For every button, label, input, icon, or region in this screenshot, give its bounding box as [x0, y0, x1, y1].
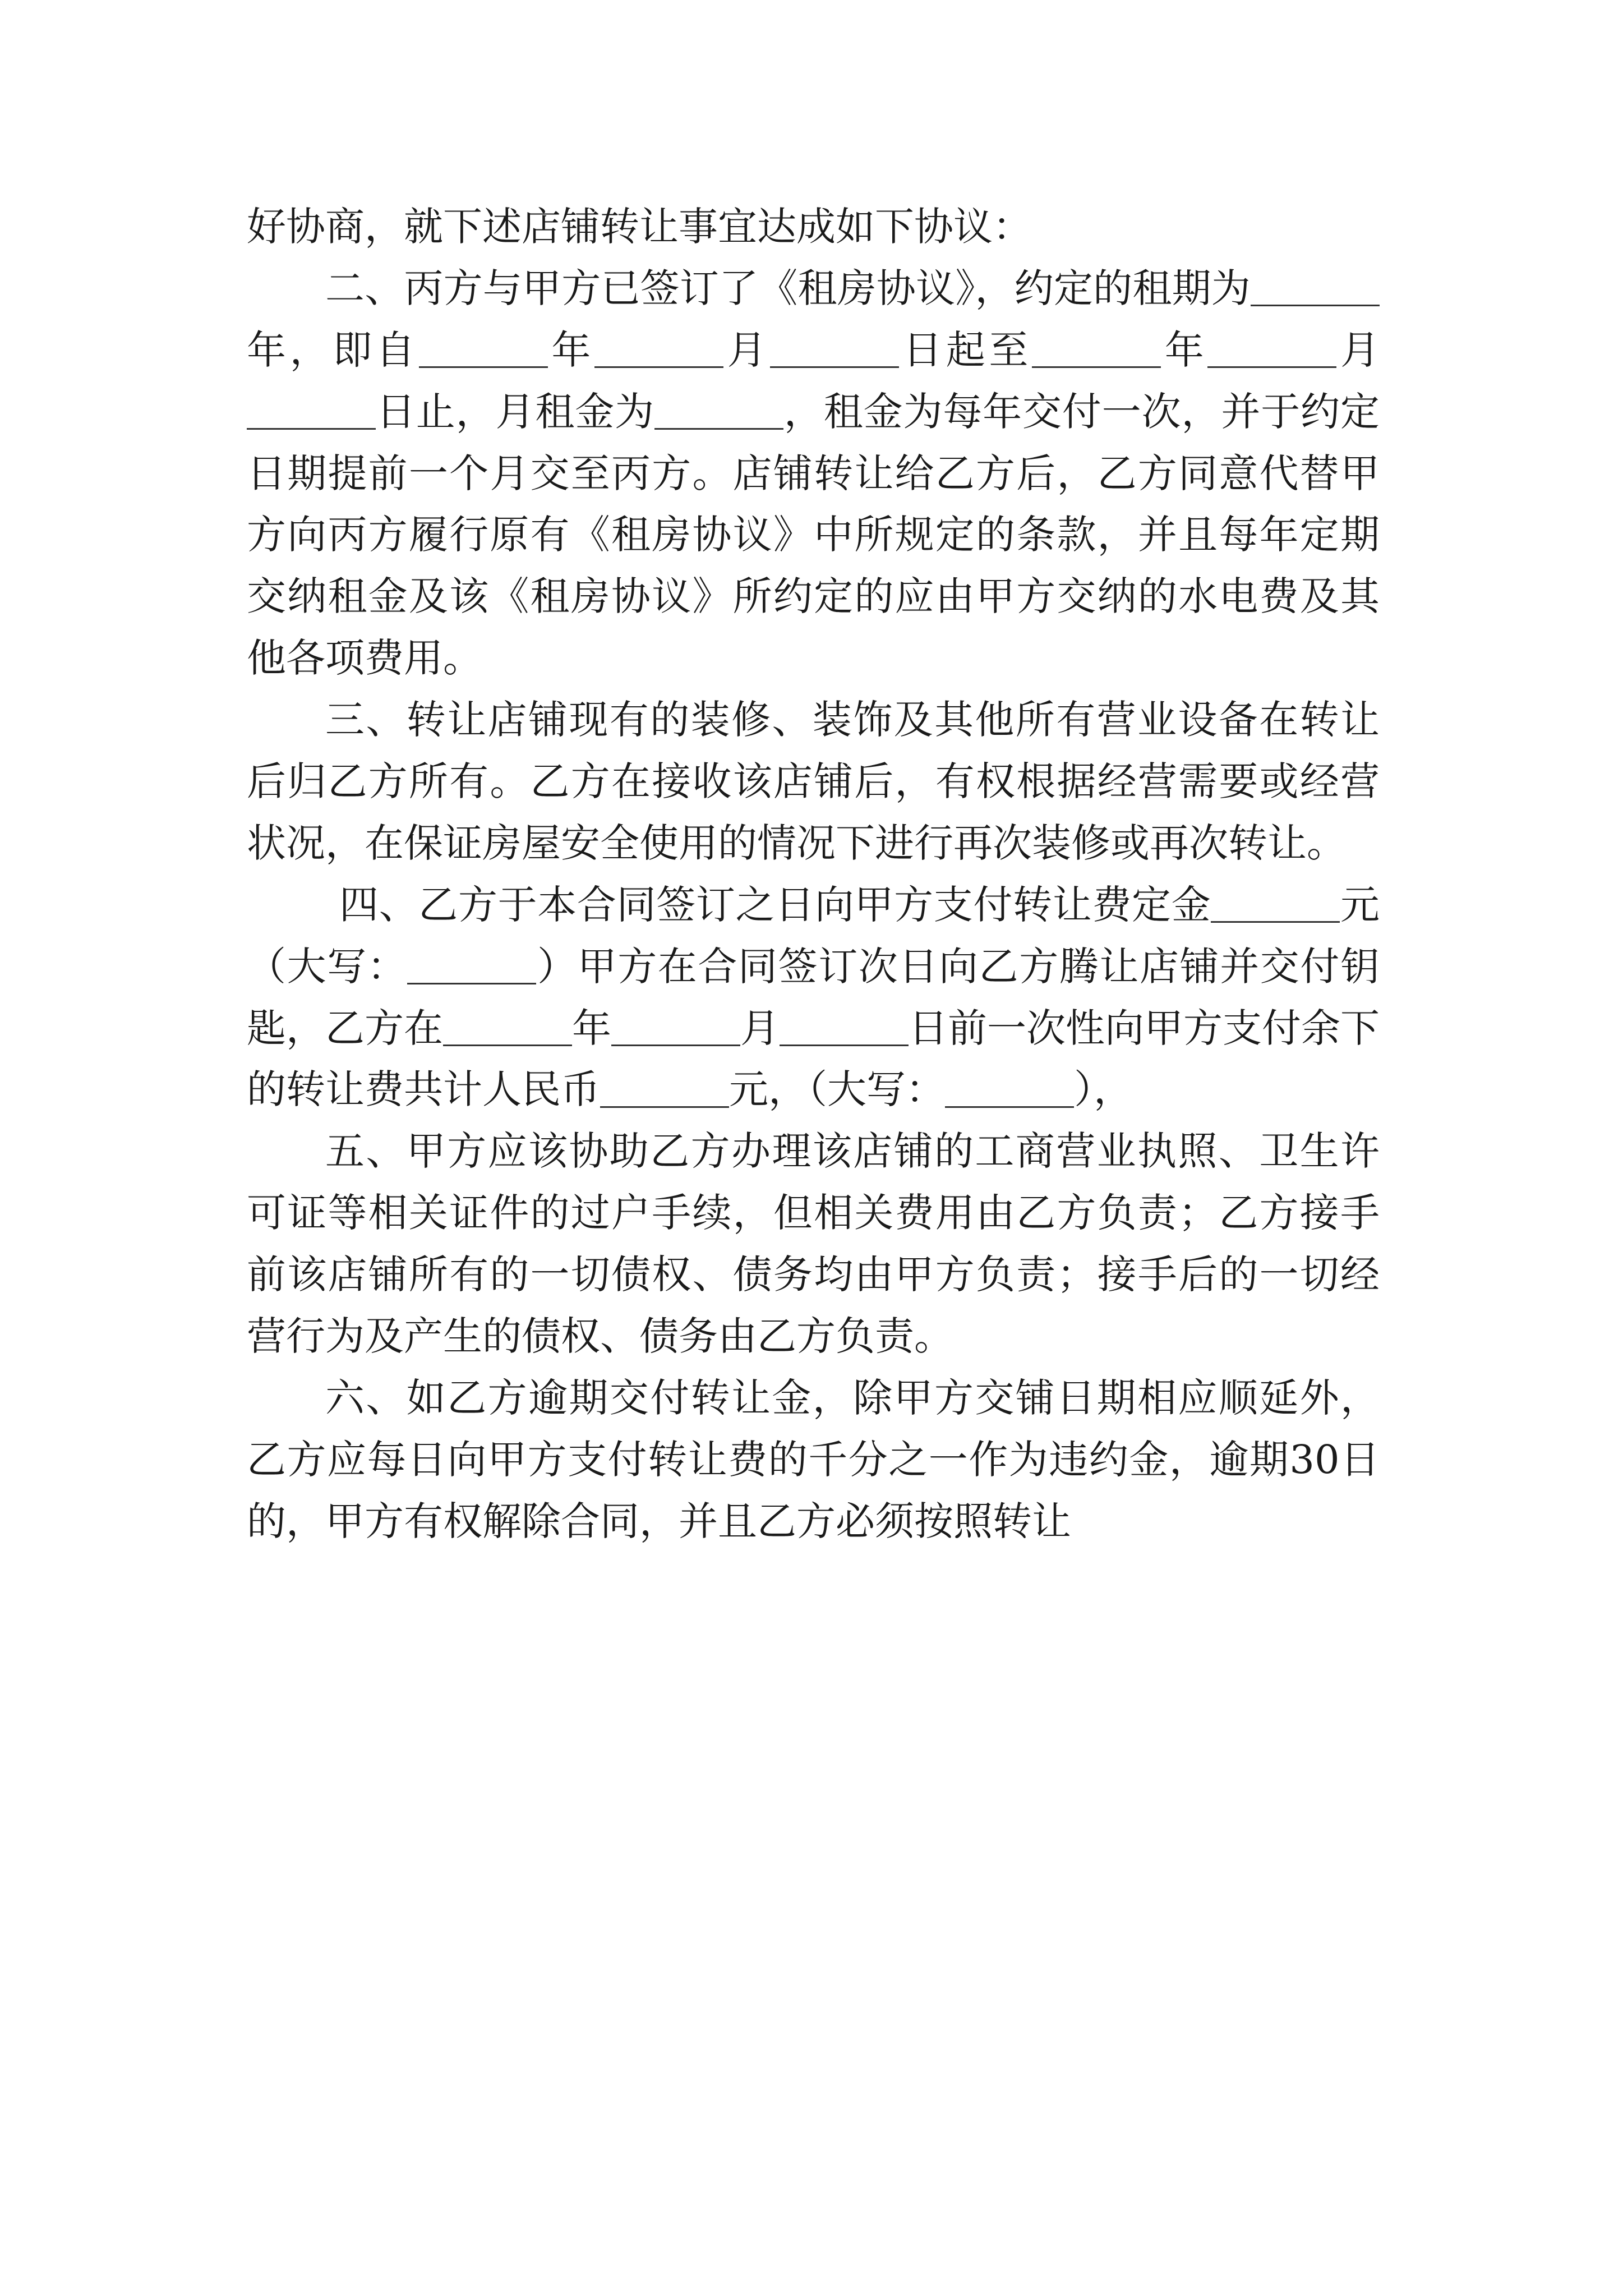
clause-4-text: 元（大写： [247, 881, 1380, 990]
clause-2-text: 年，即自 [247, 326, 419, 373]
blank-field [1207, 329, 1336, 369]
blank-field [594, 329, 723, 369]
clause-5-text: 五、甲方应该协助乙方办理该店铺的工商营业执照、卫生许可证等相关证件的过户手续，但相关费用由乙方负责；乙方接手前该店铺所有的一切债权、债务均由甲方负责；接手后的一切经营行为及产生的债权、债务由乙方负责。 [247, 1128, 1380, 1360]
blank-field [1251, 268, 1380, 307]
clause-2-text: 二、丙方与甲方已签订了《租房协议》，约定的租期为 [325, 265, 1251, 311]
clause-3-text: 三、转让店铺现有的装修、装饰及其他所有营业设备在转让后归乙方所有。乙方在接收该店铺后，有权根据经营需要或经营状况，在保证房屋安全使用的情况下进行再次装修或再次转让。 [247, 697, 1380, 866]
blank-field [780, 1007, 909, 1046]
clause-2-text: 月 [1336, 326, 1380, 373]
clause-4-text: 元，（大写： [729, 1066, 945, 1113]
clause-4-text: 年 [572, 1005, 611, 1051]
paragraph-clause-4 [247, 875, 1380, 1121]
blank-field [945, 1069, 1074, 1108]
blank-field [247, 391, 376, 430]
blank-field [770, 329, 899, 369]
paragraph-intro-text: 好协商，就下述店铺转让事宜达成如下协议： [247, 204, 1032, 250]
clause-4-text: 日前一次性向甲方支付余下的转让费共计人民币 [247, 1005, 1380, 1113]
paragraph-clause-3 [247, 689, 1380, 875]
paragraph-clause-2 [247, 258, 1380, 689]
clause-2-text: ，租金为每年交付一次，并于约定日期提前一个月交至丙方。店铺转让给乙方后，乙方同意代替甲方向丙方履行原有《租房协议》中所规定的条款，并且每年定期交纳租金及该《租房协议》所约定的应由甲方交纳的水电费及其他各项费用。 [247, 388, 1380, 682]
clause-6-text: 六、如乙方逾期交付转让金，除甲方交铺日期相应顺延外，乙方应每日向甲方支付转让费的千分之一作为违约金，逾期30日的，甲方有权解除合同，并且乙方必须按照转让 [247, 1374, 1380, 1544]
clause-4-text: 四、乙方于本合同签订之日向甲方支付转让费定金 [339, 881, 1211, 928]
paragraph-clause-6 [247, 1368, 1380, 1553]
blank-field [600, 1069, 729, 1108]
clause-2-text: 年 [547, 326, 595, 373]
blank-field [407, 946, 536, 985]
paragraph-clause-5 [247, 1121, 1380, 1368]
paragraph-intro [247, 196, 1380, 258]
clause-2-text: 日起至 [899, 326, 1032, 373]
clause-4-text: 月 [740, 1005, 780, 1051]
clause-2-text: 月 [723, 326, 771, 373]
blank-field [1211, 884, 1340, 923]
blank-field [611, 1007, 740, 1046]
document-body [247, 196, 1380, 1553]
blank-field [654, 391, 783, 430]
clause-2-text: 年 [1161, 326, 1208, 373]
clause-4-text: ）甲方在合同签订次日向乙方腾让店铺并交付钥匙，乙方在 [247, 943, 1380, 1051]
clause-4-text: ）， [1074, 1066, 1133, 1113]
blank-field [419, 329, 548, 369]
clause-2-text: 日止，月租金为 [376, 388, 654, 435]
blank-field [1032, 329, 1161, 369]
blank-field [443, 1007, 572, 1046]
